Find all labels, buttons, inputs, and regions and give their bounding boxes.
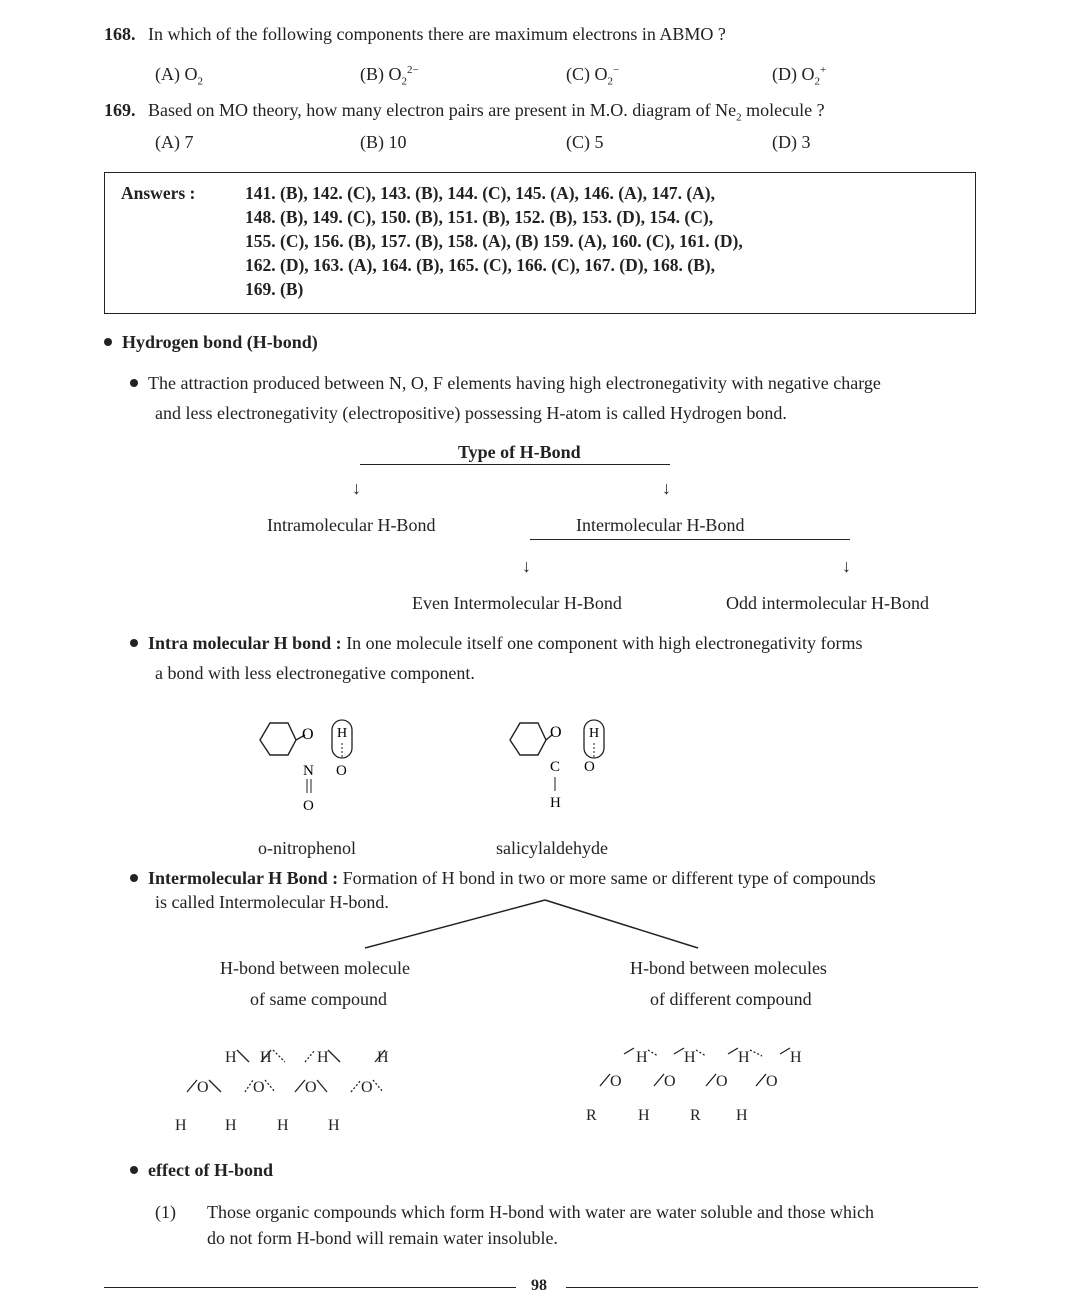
svg-text:N: N — [303, 763, 314, 779]
svg-text:O: O — [336, 763, 347, 779]
svg-text:O: O — [303, 798, 314, 814]
option-a: (A) $O_2$ — [155, 64, 203, 88]
effect-item-number: (1) — [155, 1202, 176, 1222]
svg-text:H: H — [260, 1049, 272, 1066]
effect-item-text: Those organic compounds which form H-bond with water are water soluble and those which — [207, 1202, 874, 1222]
svg-text:O: O — [584, 759, 595, 775]
svg-text:H: H — [790, 1049, 802, 1066]
question-text: Based on MO theory, how many electron pairs are present in M.O. diagram of $Ne_2$ molecule ? — [148, 100, 825, 124]
section-heading: Hydrogen bond (H-bond) — [104, 332, 318, 353]
svg-text:O: O — [305, 1079, 317, 1096]
different-compound-label: H-bond between molecules — [630, 958, 827, 978]
svg-text:O: O — [302, 726, 314, 743]
svg-text:H: H — [277, 1117, 289, 1134]
option-b: (B) 10 — [360, 132, 407, 152]
bullet-icon — [130, 379, 138, 387]
type-title: Type of H-Bond — [458, 442, 581, 462]
mixed-chain-structure — [580, 1040, 810, 1130]
svg-text:C: C — [550, 759, 561, 775]
even-label: Even Intermolecular H-Bond — [412, 593, 622, 613]
answers-line: 155. (C), 156. (B), 157. (B), 158. (A), (B) 159. (A), 160. (C), 161. (D), — [245, 231, 743, 251]
option-a: (A) 7 — [155, 132, 194, 152]
svg-text:O: O — [766, 1073, 778, 1090]
intra-paragraph: Intra molecular H bond : In one molecule itself one component with high electronegativity forms a bond with less electronegative component. — [130, 628, 863, 688]
different-compound-label: of different compound — [650, 989, 812, 1009]
question-169 — [104, 100, 825, 124]
branch-lines — [360, 896, 705, 954]
svg-text:H: H — [175, 1117, 187, 1134]
svg-text:H: H — [550, 795, 561, 811]
odd-label: Odd intermolecular H-Bond — [726, 593, 929, 613]
svg-text:H: H — [589, 726, 600, 741]
intra-label: Intramolecular H-Bond — [267, 515, 436, 535]
option-d: (D) $O_2^+$ — [772, 64, 827, 88]
answers-box — [104, 172, 976, 314]
svg-text:R: R — [690, 1107, 701, 1124]
down-arrow-icon: ↓ — [352, 478, 361, 498]
page-number: 98 — [531, 1277, 547, 1294]
definition-paragraph: The attraction produced between N, O, F elements having high electronegativity with negative charge and less electronegativity (electropositive) possessing H-atom is called Hydrogen bond. — [130, 368, 881, 428]
svg-text:O: O — [664, 1073, 676, 1090]
question-168 — [104, 24, 726, 45]
same-compound-label: H-bond between molecule — [220, 958, 410, 978]
answers-label: Answers : — [121, 183, 196, 203]
svg-text:H: H — [738, 1049, 750, 1066]
inter-label: Intermolecular H-Bond — [576, 515, 745, 535]
bullet-icon — [130, 639, 138, 647]
option-c: (C) $O_2^-$ — [566, 64, 620, 88]
bullet-icon — [130, 874, 138, 882]
effect-heading: effect of H-bond — [130, 1160, 273, 1181]
answers-line: 148. (B), 149. (C), 150. (B), 151. (B), 152. (B), 153. (D), 154. (C), — [245, 207, 714, 227]
option-c: (C) 5 — [566, 132, 604, 152]
svg-text:O: O — [716, 1073, 728, 1090]
same-compound-label: of same compound — [250, 989, 387, 1009]
effect-item-text: do not form H-bond will remain water insoluble. — [207, 1228, 558, 1248]
option-d: (D) 3 — [772, 132, 811, 152]
down-arrow-icon: ↓ — [662, 478, 671, 498]
svg-text:H: H — [638, 1107, 650, 1124]
salicylaldehyde-structure — [500, 695, 630, 820]
molecule-name: o-nitrophenol — [258, 838, 356, 858]
svg-text:H: H — [328, 1117, 340, 1134]
water-chain-structure — [165, 1040, 405, 1140]
svg-text:H: H — [684, 1049, 696, 1066]
molecule-name: salicylaldehyde — [496, 838, 608, 858]
svg-text:O: O — [610, 1073, 622, 1090]
svg-text:R: R — [586, 1107, 597, 1124]
question-text: In which of the following components there are maximum electrons in ABMO ? — [148, 24, 726, 44]
bullet-icon — [130, 1166, 138, 1174]
question-number: 169. — [104, 100, 136, 120]
bullet-icon — [104, 338, 112, 346]
inter-paragraph: Intermolecular H Bond : Formation of H bond in two or more same or different type of compounds is called Intermolecular H-bond. — [130, 866, 876, 914]
divider — [530, 539, 850, 540]
option-b: (B) $O_2^{2-}$ — [360, 64, 419, 88]
svg-text:H: H — [636, 1049, 648, 1066]
svg-text:H: H — [225, 1117, 237, 1134]
down-arrow-icon: ↓ — [522, 556, 531, 576]
footer-rule — [104, 1287, 516, 1288]
answers-line: 169. (B) — [245, 279, 304, 299]
o-nitrophenol-structure — [250, 695, 380, 820]
answers-line: 162. (D), 163. (A), 164. (B), 165. (C), 166. (C), 167. (D), 168. (B), — [245, 255, 715, 275]
svg-text:O: O — [550, 724, 562, 741]
svg-text:H: H — [736, 1107, 748, 1124]
divider — [360, 464, 670, 465]
svg-text:H: H — [337, 726, 348, 741]
svg-text:O: O — [197, 1079, 209, 1096]
down-arrow-icon: ↓ — [842, 556, 851, 576]
footer-rule — [566, 1287, 978, 1288]
svg-text:H: H — [377, 1049, 389, 1066]
svg-text:H: H — [225, 1049, 237, 1066]
answers-line: 141. (B), 142. (C), 143. (B), 144. (C), 145. (A), 146. (A), 147. (A), — [245, 183, 715, 203]
svg-text:O: O — [361, 1079, 373, 1096]
svg-text:O: O — [253, 1079, 265, 1096]
question-number: 168. — [104, 24, 136, 44]
svg-text:H: H — [317, 1049, 329, 1066]
